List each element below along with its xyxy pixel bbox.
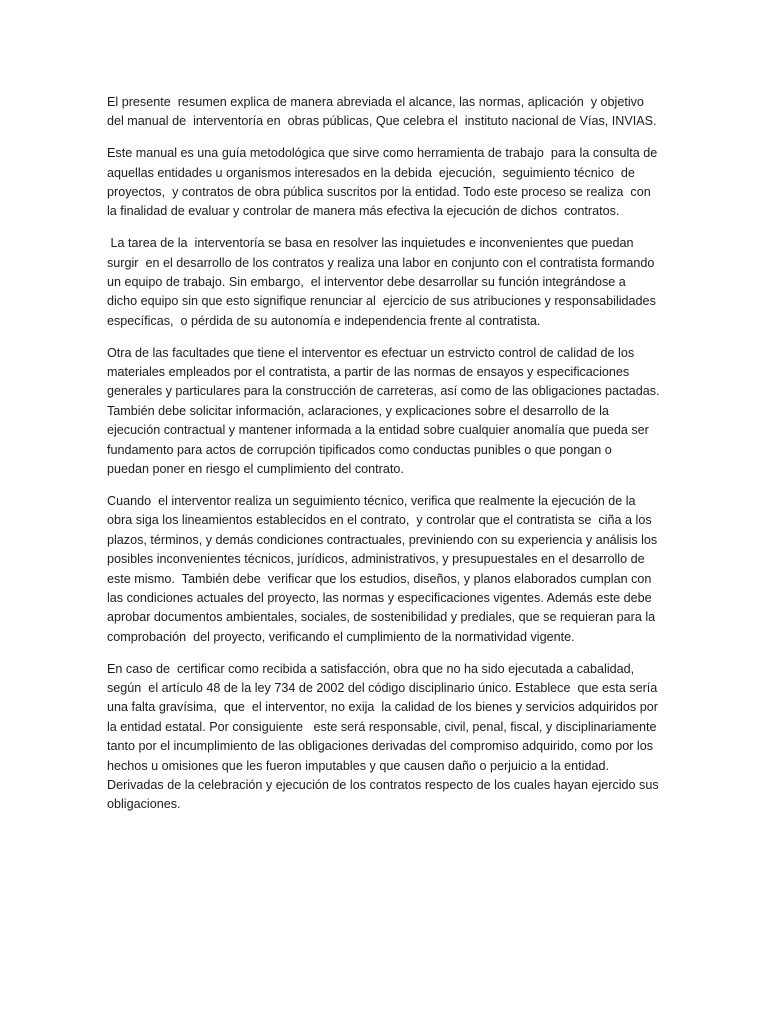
text-line: El presente resumen explica de manera abreviada el alcance, las normas, aplicación y objetivo (107, 95, 644, 109)
text-line: Este manual es una guía metodológica que sirve como herramienta de trabajo para la consulta de (107, 146, 658, 161)
paragraph-1 (107, 93, 659, 132)
text-line: específicas, o pérdida de su autonomía e independencia frente al contratista. (107, 313, 541, 328)
text-line: este mismo. También debe verificar que los estudios, diseños, y planos elaborados cumplan con (107, 571, 652, 586)
text-line: También debe solicitar información, aclaraciones, y explicaciones sobre el desarrollo de la (107, 403, 609, 418)
paragraph-6 (107, 660, 659, 815)
text-line: fundamento para actos de corrupción tipificados como conductas punibles o que pongan o (107, 442, 612, 457)
text-line: comprobación del proyecto, verificando el cumplimiento de la normatividad vigente. (107, 629, 575, 644)
text-line: La tarea de la interventoría se basa en resolver las inquietudes e inconvenientes que puedan (107, 236, 634, 251)
text-line: obra siga los lineamientos establecidos en el contrato, y controlar que el contratista se ciña a los (107, 513, 652, 528)
paragraph-4 (107, 344, 659, 480)
text-line: generales y particulares para la construcción de carreteras, así como de las obligaciones pactadas. (107, 384, 660, 399)
text-line: un equipo de trabajo. Sin embargo, el interventor debe desarrollar su función integrándose a (107, 275, 626, 290)
paragraph-5 (107, 492, 659, 647)
text-line: aquellas entidades u organismos interesados en la debida ejecución, seguimiento técnico de (107, 165, 635, 180)
text-line: ejecución contractual y mantener informada a la entidad sobre cualquier anomalía que pueda ser (107, 423, 649, 438)
text-line: Cuando el interventor realiza un seguimiento técnico, verifica que realmente la ejecución de la (107, 493, 636, 508)
text-line: del manual de interventoría en obras públicas, Que celebra el instituto nacional de Vías, INVIAS. (107, 114, 657, 129)
text-line: según el artículo 48 de la ley 734 de 2002 del código disciplinario único. Establece que esta sería (107, 680, 658, 695)
text-line: obligaciones. (107, 797, 181, 812)
text-line: la finalidad de evaluar y controlar de manera más efectiva la ejecución de dichos contratos. (107, 204, 620, 219)
text-line: plazos, términos, y demás condiciones contractuales, previniendo con su experiencia y análisis los (107, 532, 658, 547)
text-line: posibles inconvenientes técnicos, jurídicos, administrativos, y presupuestales en el desarrollo de (107, 552, 645, 567)
text-line: las condiciones actuales del proyecto, las normas y especificaciones vigentes. Además este debe (107, 590, 652, 605)
text-line: materiales empleados por el contratista, a partir de las normas de ensayos y especificaciones (107, 365, 630, 380)
text-line: tanto por el incumplimiento de las obligaciones derivadas del compromiso adquirido, como por los (107, 739, 654, 754)
text-line: proyectos, y contratos de obra pública suscritos por la entidad. Todo este proceso se realiza con (107, 185, 651, 200)
text-line: En caso de certificar como recibida a satisfacción, obra que no ha sido ejecutada a cabalidad, (107, 661, 635, 676)
text-line: aprobar documentos ambientales, sociales, de sostenibilidad y prediales, que se requieran para la (107, 610, 656, 625)
text-line: hechos u omisiones que les fueron imputables y que causen daño o perjuicio a la entidad. (107, 758, 609, 773)
paragraph-2 (107, 144, 659, 222)
document-page (107, 93, 659, 827)
text-line: dicho equipo sin que esto signifique renunciar al ejercicio de sus atribuciones y responsabilidades (107, 294, 656, 309)
text-line: Otra de las facultades que tiene el interventor es efectuar un estrvicto control de calidad de los (107, 345, 635, 360)
paragraph-3 (107, 234, 659, 331)
text-line: surgir en el desarrollo de los contratos y realiza una labor en conjunto con el contratista formando (107, 255, 655, 270)
text-line: una falta gravísima, que el interventor, no exija la calidad de los bienes y servicios adquiridos por (107, 700, 658, 715)
text-line: la entidad estatal. Por consiguiente este será responsable, civil, penal, fiscal, y disciplinariamente (107, 719, 657, 734)
text-line: puedan poner en riesgo el cumplimiento del contrato. (107, 462, 404, 477)
text-line: Derivadas de la celebración y ejecución de los contratos respecto de los cuales hayan ejercido sus (107, 777, 659, 792)
